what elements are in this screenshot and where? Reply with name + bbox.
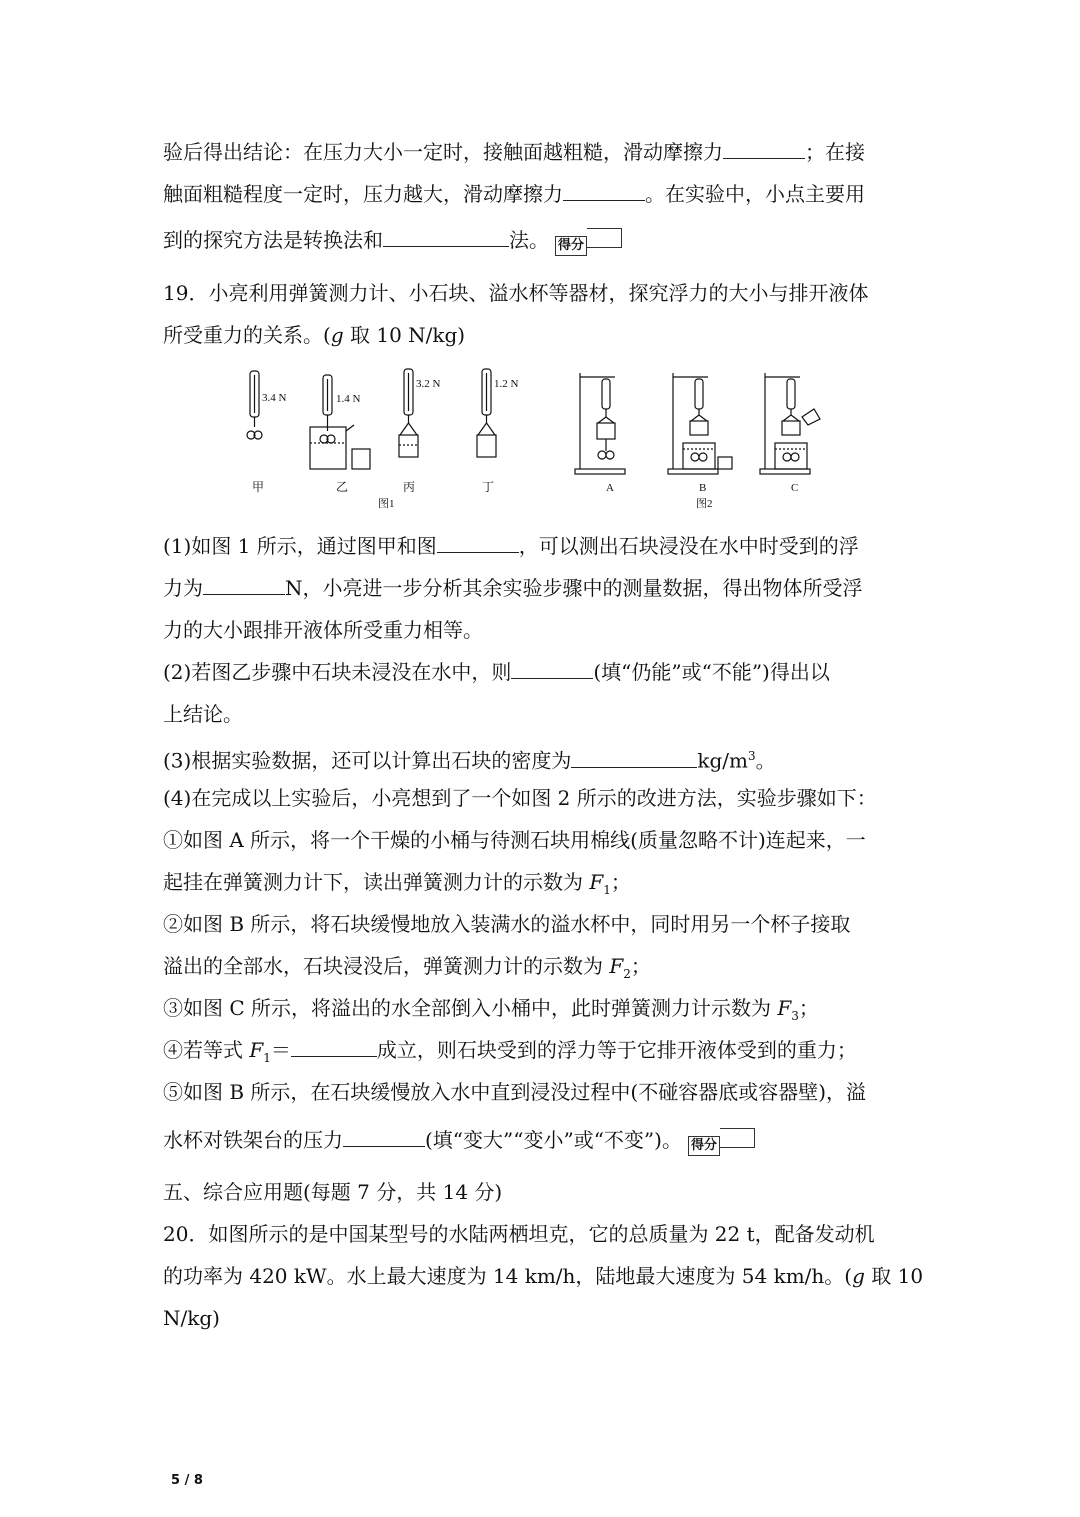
q19-part4: (4)在完成以上实验后，小亮想到了一个如图 2 所示的改进方法，实验步骤如下：: [163, 786, 877, 810]
label-jia: 甲: [252, 480, 265, 494]
fig1-caption: 图1: [378, 498, 395, 510]
fig2-caption: 图2: [696, 498, 713, 510]
label-bing: 丙: [403, 480, 416, 494]
answer-blank[interactable]: [203, 574, 285, 595]
q19-part2-line2: 上结论。: [163, 702, 243, 726]
q19-intro-2: 所受重力的关系。(g 取 10 N/kg): [163, 323, 466, 347]
q20-line3: N/kg): [163, 1306, 220, 1330]
answer-blank[interactable]: [291, 1036, 377, 1057]
step2-line2: 溢出的全部水，石块浸没后，弹簧测力计的示数为 $F_2$；: [163, 954, 651, 981]
q19-part3: (3)根据实验数据，还可以计算出石块的密度为 $kg/m^3$。: [163, 748, 776, 773]
answer-blank[interactable]: [571, 747, 697, 768]
q18-line-1: 验后得出结论：在压力大小一定时，接触面越粗糙，滑动摩擦力 ；在接: [163, 140, 865, 164]
step5-line2: 水杯对铁架台的压力 (填“变大”“变小”或“不变”)。 得分: [163, 1126, 755, 1154]
label-b: B: [699, 482, 707, 494]
answer-blank[interactable]: [723, 138, 805, 159]
q20-line1: 20．如图所示的是中国某型号的水陆两栖坦克，它的总质量为 22 t，配备发动机: [163, 1222, 875, 1246]
spring-scale-yi: [310, 375, 370, 469]
step3: ③如图 C 所示，将溢出的水全部倒入小桶中，此时弹簧测力计示数为 $F_3$；: [163, 996, 819, 1023]
experiment-figure: [240, 365, 840, 515]
stand-a: [575, 373, 625, 474]
step1-line1: ①如图 A 所示，将一个干燥的小桶与待测石块用棉线(质量忽略不计)连起来，一: [163, 828, 866, 852]
step4: ④若等式 $F_1=$ 成立，则石块受到的浮力等于它排开液体受到的重力；: [163, 1038, 857, 1065]
score-box: 得分: [555, 228, 622, 248]
score-input-box[interactable]: [587, 228, 622, 248]
q19-part1-line2: 力为 N，小亮进一步分析其余实验步骤中的测量数据，得出物体所受浮: [163, 576, 863, 600]
q19-part1-line3: 力的大小跟排开液体所受重力相等。: [163, 618, 483, 642]
reading-ding: 1.2 N: [494, 378, 519, 390]
q19-part2-line1: (2)若图乙步骤中石块未浸没在水中，则 (填“仍能”或“不能”)得出以: [163, 660, 830, 684]
stand-c: [760, 373, 820, 474]
q19-part1-line1: (1)如图 1 所示，通过图甲和图 ，可以测出石块浸没在水中时受到的浮: [163, 534, 859, 558]
answer-blank[interactable]: [383, 226, 509, 247]
step2-line1: ②如图 B 所示，将石块缓慢地放入装满水的溢水杯中，同时用另一个杯子接取: [163, 912, 851, 936]
answer-blank[interactable]: [563, 180, 645, 201]
q18-line-3: 到的探究方法是转换法和 法。 得分: [163, 226, 622, 254]
label-yi: 乙: [336, 480, 349, 494]
reading-bing: 3.2 N: [416, 378, 441, 390]
answer-blank[interactable]: [343, 1126, 425, 1147]
answer-blank[interactable]: [437, 532, 519, 553]
q19-intro-1: 19．小亮利用弹簧测力计、小石块、溢水杯等器材，探究浮力的大小与排开液体: [163, 281, 869, 305]
label-c: C: [791, 482, 799, 494]
step5-line1: ⑤如图 B 所示，在石块缓慢放入水中直到浸没过程中(不碰容器底或容器壁)，溢: [163, 1080, 867, 1104]
label-ding: 丁: [482, 480, 495, 494]
score-input-box[interactable]: [720, 1128, 755, 1148]
step1-line2: 起挂在弹簧测力计下，读出弹簧测力计的示数为 $F_1$；: [163, 870, 631, 897]
label-a: A: [606, 482, 614, 494]
experiment-diagram: [240, 365, 840, 515]
score-box: 得分: [688, 1128, 755, 1148]
q18-line-2: 触面粗糙程度一定时，压力越大，滑动摩擦力 。在实验中，小点主要用: [163, 182, 865, 206]
answer-blank[interactable]: [511, 658, 593, 679]
page-number: 5 / 8: [171, 1473, 203, 1488]
stand-b: [668, 373, 732, 474]
spring-scale-jia: [247, 371, 262, 439]
q20-line2: 的功率为 420 kW。水上最大速度为 14 km/h，陆地最大速度为 54 km/h。(g 取 10: [163, 1264, 924, 1288]
reading-yi: 1.4 N: [336, 393, 361, 405]
section-5-heading: 五、综合应用题(每题 7 分，共 14 分): [163, 1180, 503, 1204]
reading-jia: 3.4 N: [262, 392, 287, 404]
